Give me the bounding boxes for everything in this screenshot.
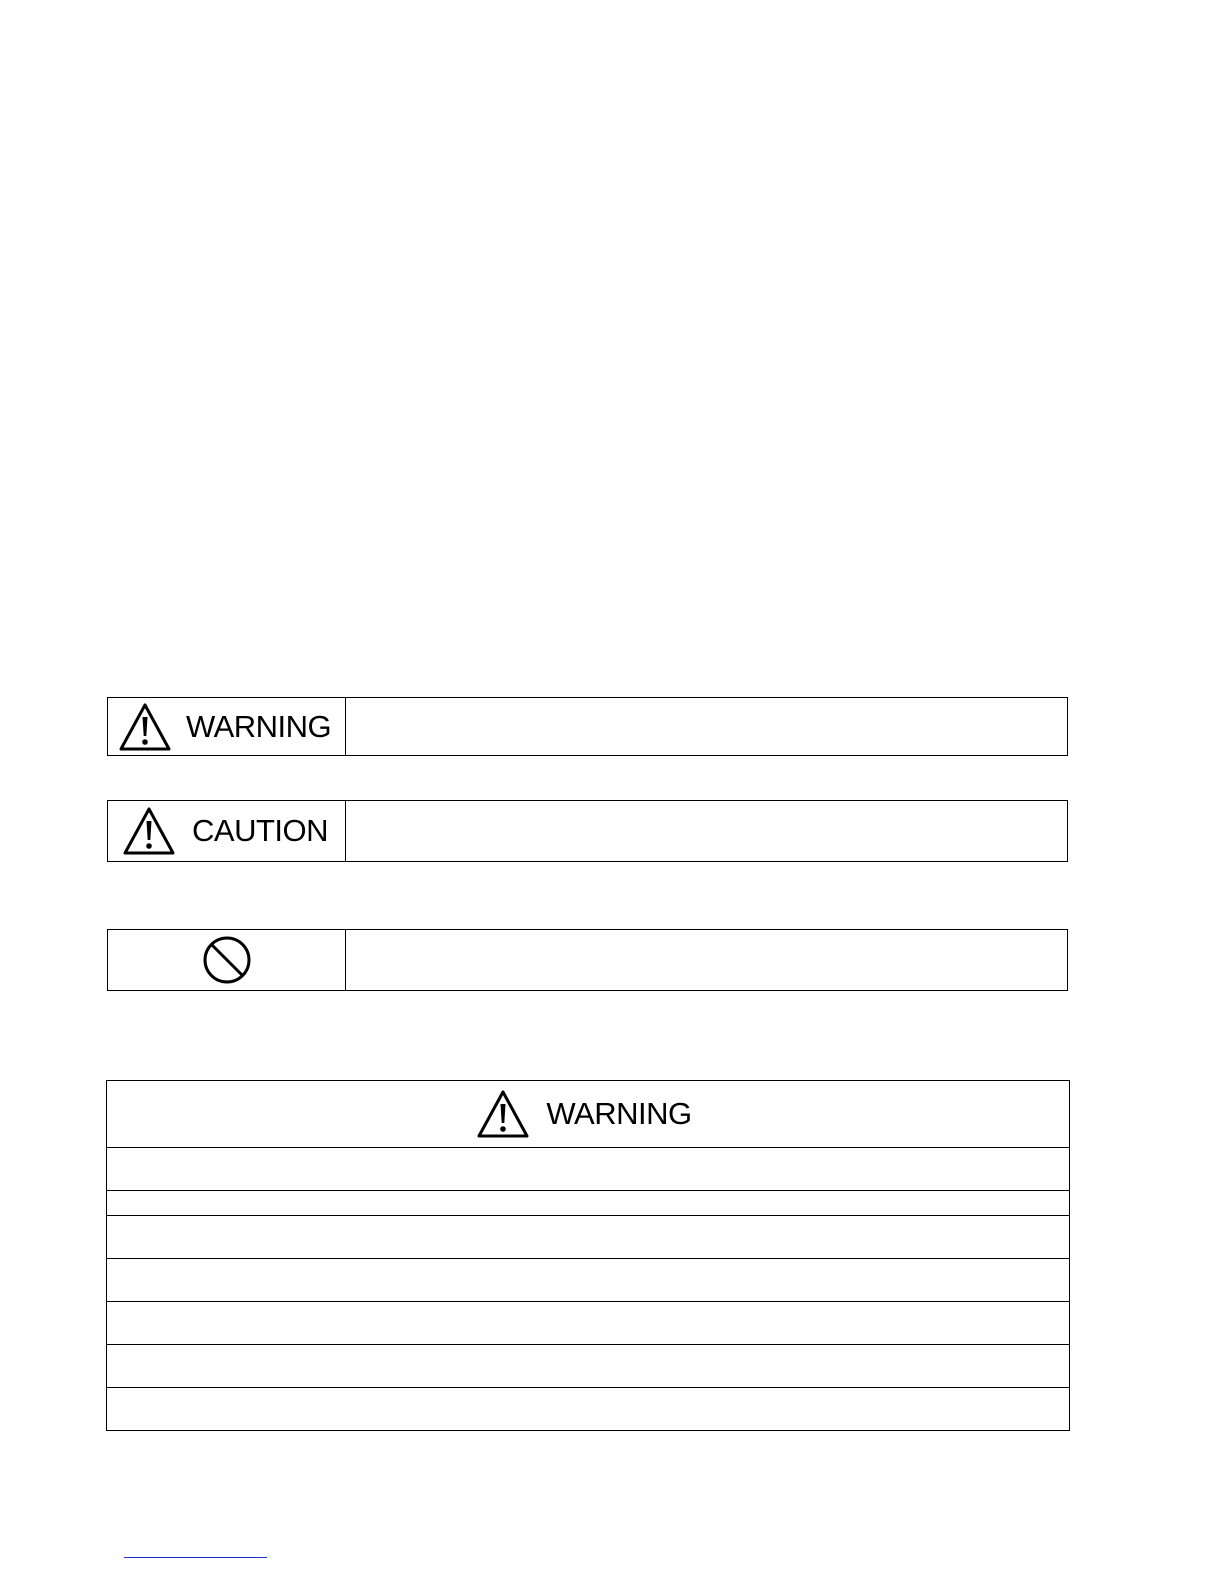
table-row: [107, 1216, 1069, 1259]
warning-description-cell: [346, 698, 1067, 755]
warning-table-heading: WARNING: [546, 1096, 692, 1131]
prohibition-label-cell: [108, 930, 346, 990]
warning-triangle-icon: [476, 1089, 530, 1139]
caution-description-cell: [346, 801, 1067, 861]
caution-signal-word: CAUTION: [192, 813, 328, 848]
prohibition-icon: [202, 935, 252, 985]
warning-signal-word: WARNING: [186, 708, 332, 744]
prohibition-description-cell: [346, 930, 1067, 990]
footer-rule: [124, 1557, 267, 1558]
table-row: [107, 1302, 1069, 1345]
warning-table-header: [107, 1081, 1069, 1148]
warning-legend-box: [107, 697, 1068, 756]
table-row: [107, 1148, 1069, 1191]
warning-triangle-icon: [118, 702, 172, 752]
table-row: [107, 1191, 1069, 1216]
table-row: [107, 1388, 1069, 1430]
prohibition-legend-box: [107, 929, 1068, 991]
caution-legend-box: [107, 800, 1068, 862]
warning-label-cell: [108, 698, 346, 755]
warning-table: [106, 1080, 1070, 1431]
warning-triangle-icon: [122, 806, 176, 856]
table-row: [107, 1259, 1069, 1302]
caution-label-cell: [108, 801, 346, 861]
table-row: [107, 1345, 1069, 1388]
